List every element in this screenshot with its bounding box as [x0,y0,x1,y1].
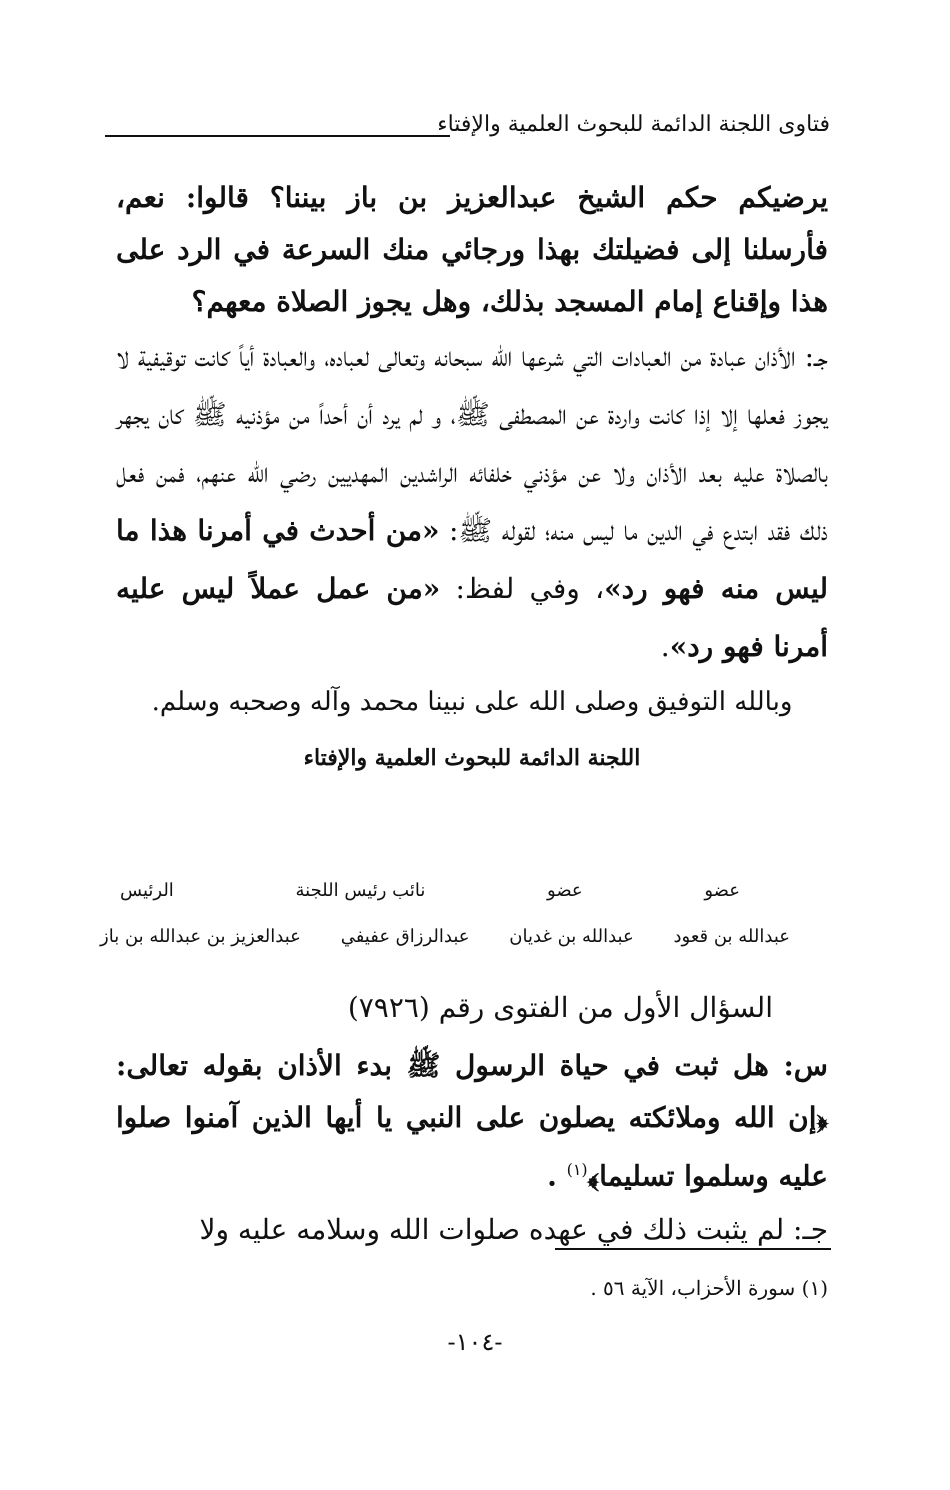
signatory-titles [100,880,790,901]
footnote-ref: (١) [566,1160,588,1179]
answer-paragraph [116,328,828,676]
signatory-names [100,926,790,947]
signatory-title: الرئيس [120,880,174,901]
signatory-name: عبدالله بن قعود [673,926,790,947]
fatwa-heading: السؤال الأول من الفتوى رقم (٧٩٢٦) [347,991,773,1024]
hadith-1: «من أحدث في أمرنا هذا ما ليس منه فهو رد» [116,514,828,605]
footnote-rule [555,1248,831,1250]
signatory-title: عضو [704,880,740,901]
signatory-name: عبدالرزاق عفيفي [340,926,470,947]
committee-name: اللجنة الدائمة للبحوث العلمية والإفتاء [303,745,641,771]
hadith-2: «من عمل عملاً ليس عليه أمرنا فهو رد» [116,572,828,663]
question-2-end: . [547,1159,567,1193]
answer-end: . [660,630,670,663]
answer-prefix: جـ: [795,340,828,373]
closing-line: وبالله التوفيق وصلى الله على نبينا محمد وآله وصحبه وسلم. [151,687,793,717]
question-2 [116,1040,828,1202]
page-number: -١٠٤- [447,1328,503,1356]
answer-middle: ، وفي لفظ: [440,572,605,605]
answer-2: جـ: لم يثبت ذلك في عهده صلوات الله وسلامه عليه ولا [199,1213,828,1247]
question-tail: يرضيكم حكم الشيخ عبدالعزيز بن باز بيننا؟ قالوا: نعم، فأرسلنا إلى فضيلتك بهذا ورجائي منك السرعة في الرد على هذا وإقناع إمام المسجد بذلك، وهل يجوز الصلاة معهم؟ [116,181,828,318]
signatory-name: عبدالله بن غديان [509,926,634,947]
footnote: (١) سورة الأحزاب، الآية ٥٦ . [590,1276,828,1300]
second-fatwa [116,980,828,1258]
running-header: فتاوى اللجنة الدائمة للبحوث العلمية والإفتاء [437,112,830,137]
signatory-name: عبدالعزيز بن عبدالله بن باز [100,926,301,947]
answer-text: الأذان عبادة من العبادات التي شرعها الله سبحانه وتعالى لعباده، والعبادة أياً كانت توقيفية لا يجوز فعلها إلا إذا كانت واردة عن المصطفى ﷺ، و لم يرد أن أحداً من مؤذنيه ﷺ كان يجهر بالصلاة عليه بعد الأذان ولا عن مؤذني خلفائه الراشدين المهديين رضي الله عنهم، فمن فعل ذلك فقد ابتدع في الدين ما ليس منه؛ لقوله ﷺ: [116,340,828,547]
signatory-title: نائب رئيس اللجنة [295,880,426,901]
main-text [116,172,828,788]
signatory-title: عضو [547,880,583,901]
question-2-text: س: هل ثبت في حياة الرسول ﷺ بدء الأذان بقوله تعالى: ﴿إن الله وملائكته يصلون على النبي يا أيها الذين آمنوا صلوا عليه وسلموا تسليما﴾ [116,1049,828,1193]
header-rule [105,135,450,137]
